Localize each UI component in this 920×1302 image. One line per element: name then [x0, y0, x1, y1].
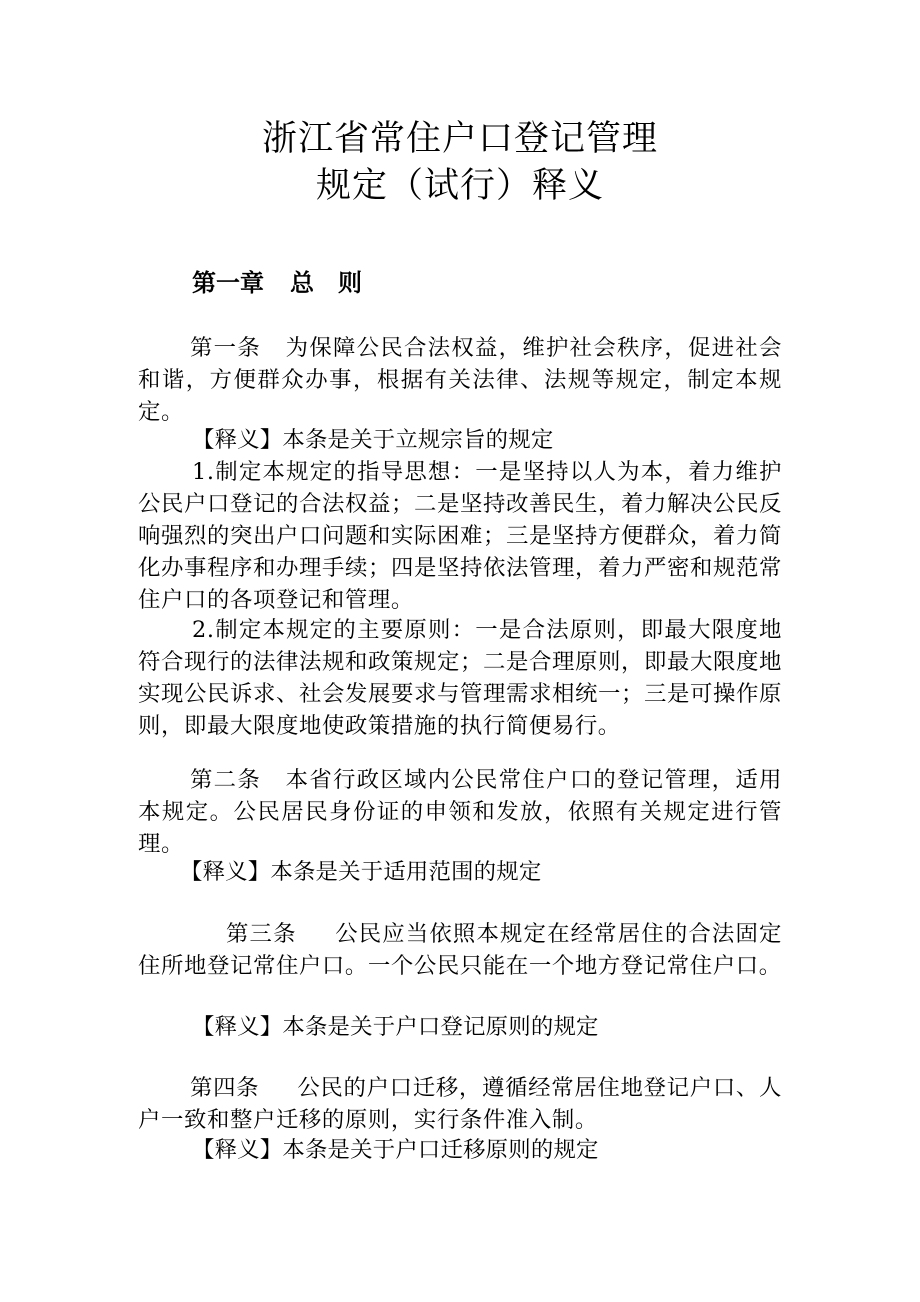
- article-1-explanation-1: 1.制定本规定的指导思想：一是坚持以人为本，着力维护公民户口登记的合法权益；二是坚持改善民生，着力解决公民反响强烈的突出户口问题和实际困难；三是坚持方便群众，着力简化办事程序和办理手续；四是坚持依法管理，着力严密和规范常住户口的各项登记和管理。: [138, 459, 782, 613]
- article-2-text: 本省行政区域内公民常住户口的登记管理，适用本规定。公民居民身份证的申领和发放，依照有关规定进行管理。: [138, 767, 782, 857]
- article-1-label: 第一条: [190, 335, 261, 361]
- document-title-line-1: 浙江省常住户口登记管理: [261, 119, 658, 159]
- document-title-line-2: 规定（试行）释义: [315, 166, 604, 206]
- chapter-heading: [192, 265, 362, 301]
- chapter-name-part-2: 则: [338, 269, 362, 297]
- article-3-text: 公民应当依照本规定在经常居住的合法固定住所地登记常住户口。一个公民只能在一个地方登记常住户口。: [138, 921, 782, 979]
- article-1-text: 为保障公民合法权益，维护社会秩序，促进社会和谐，方便群众办事，根据有关法律、法规等规定，制定本规定。: [138, 335, 782, 425]
- article-3-label: 第三条: [226, 921, 297, 947]
- article-2-paragraph: [138, 764, 782, 860]
- article-3-note: 【释义】本条是关于户口登记原则的规定: [192, 1014, 599, 1040]
- article-4-label: 第四条: [190, 1075, 260, 1101]
- article-4-text: 公民的户口迁移，遵循经常居住地登记户口、人户一致和整户迁移的原则，实行条件准入制。: [138, 1075, 782, 1133]
- chapter-name-part-1: 总: [290, 269, 314, 297]
- article-2-label: 第二条: [190, 767, 261, 793]
- article-1-note: 【释义】本条是关于立规宗旨的规定: [192, 427, 554, 453]
- article-1-paragraph: [138, 332, 782, 428]
- article-4-note: 【释义】本条是关于户口迁移原则的规定: [192, 1137, 599, 1163]
- article-4-paragraph: [138, 1072, 782, 1136]
- article-1-explanation-2: 2.制定本规定的主要原则：一是合法原则，即最大限度地符合现行的法律法规和政策规定；二是合理原则，即最大限度地实现公民诉求、社会发展要求与管理需求相统一；三是可操作原则，即最大限度地使政策措施的执行简便易行。: [138, 617, 782, 739]
- article-3-paragraph: [138, 918, 782, 982]
- article-2-note: 【释义】本条是关于适用范围的规定: [180, 859, 542, 885]
- chapter-number: 第一章: [192, 269, 264, 297]
